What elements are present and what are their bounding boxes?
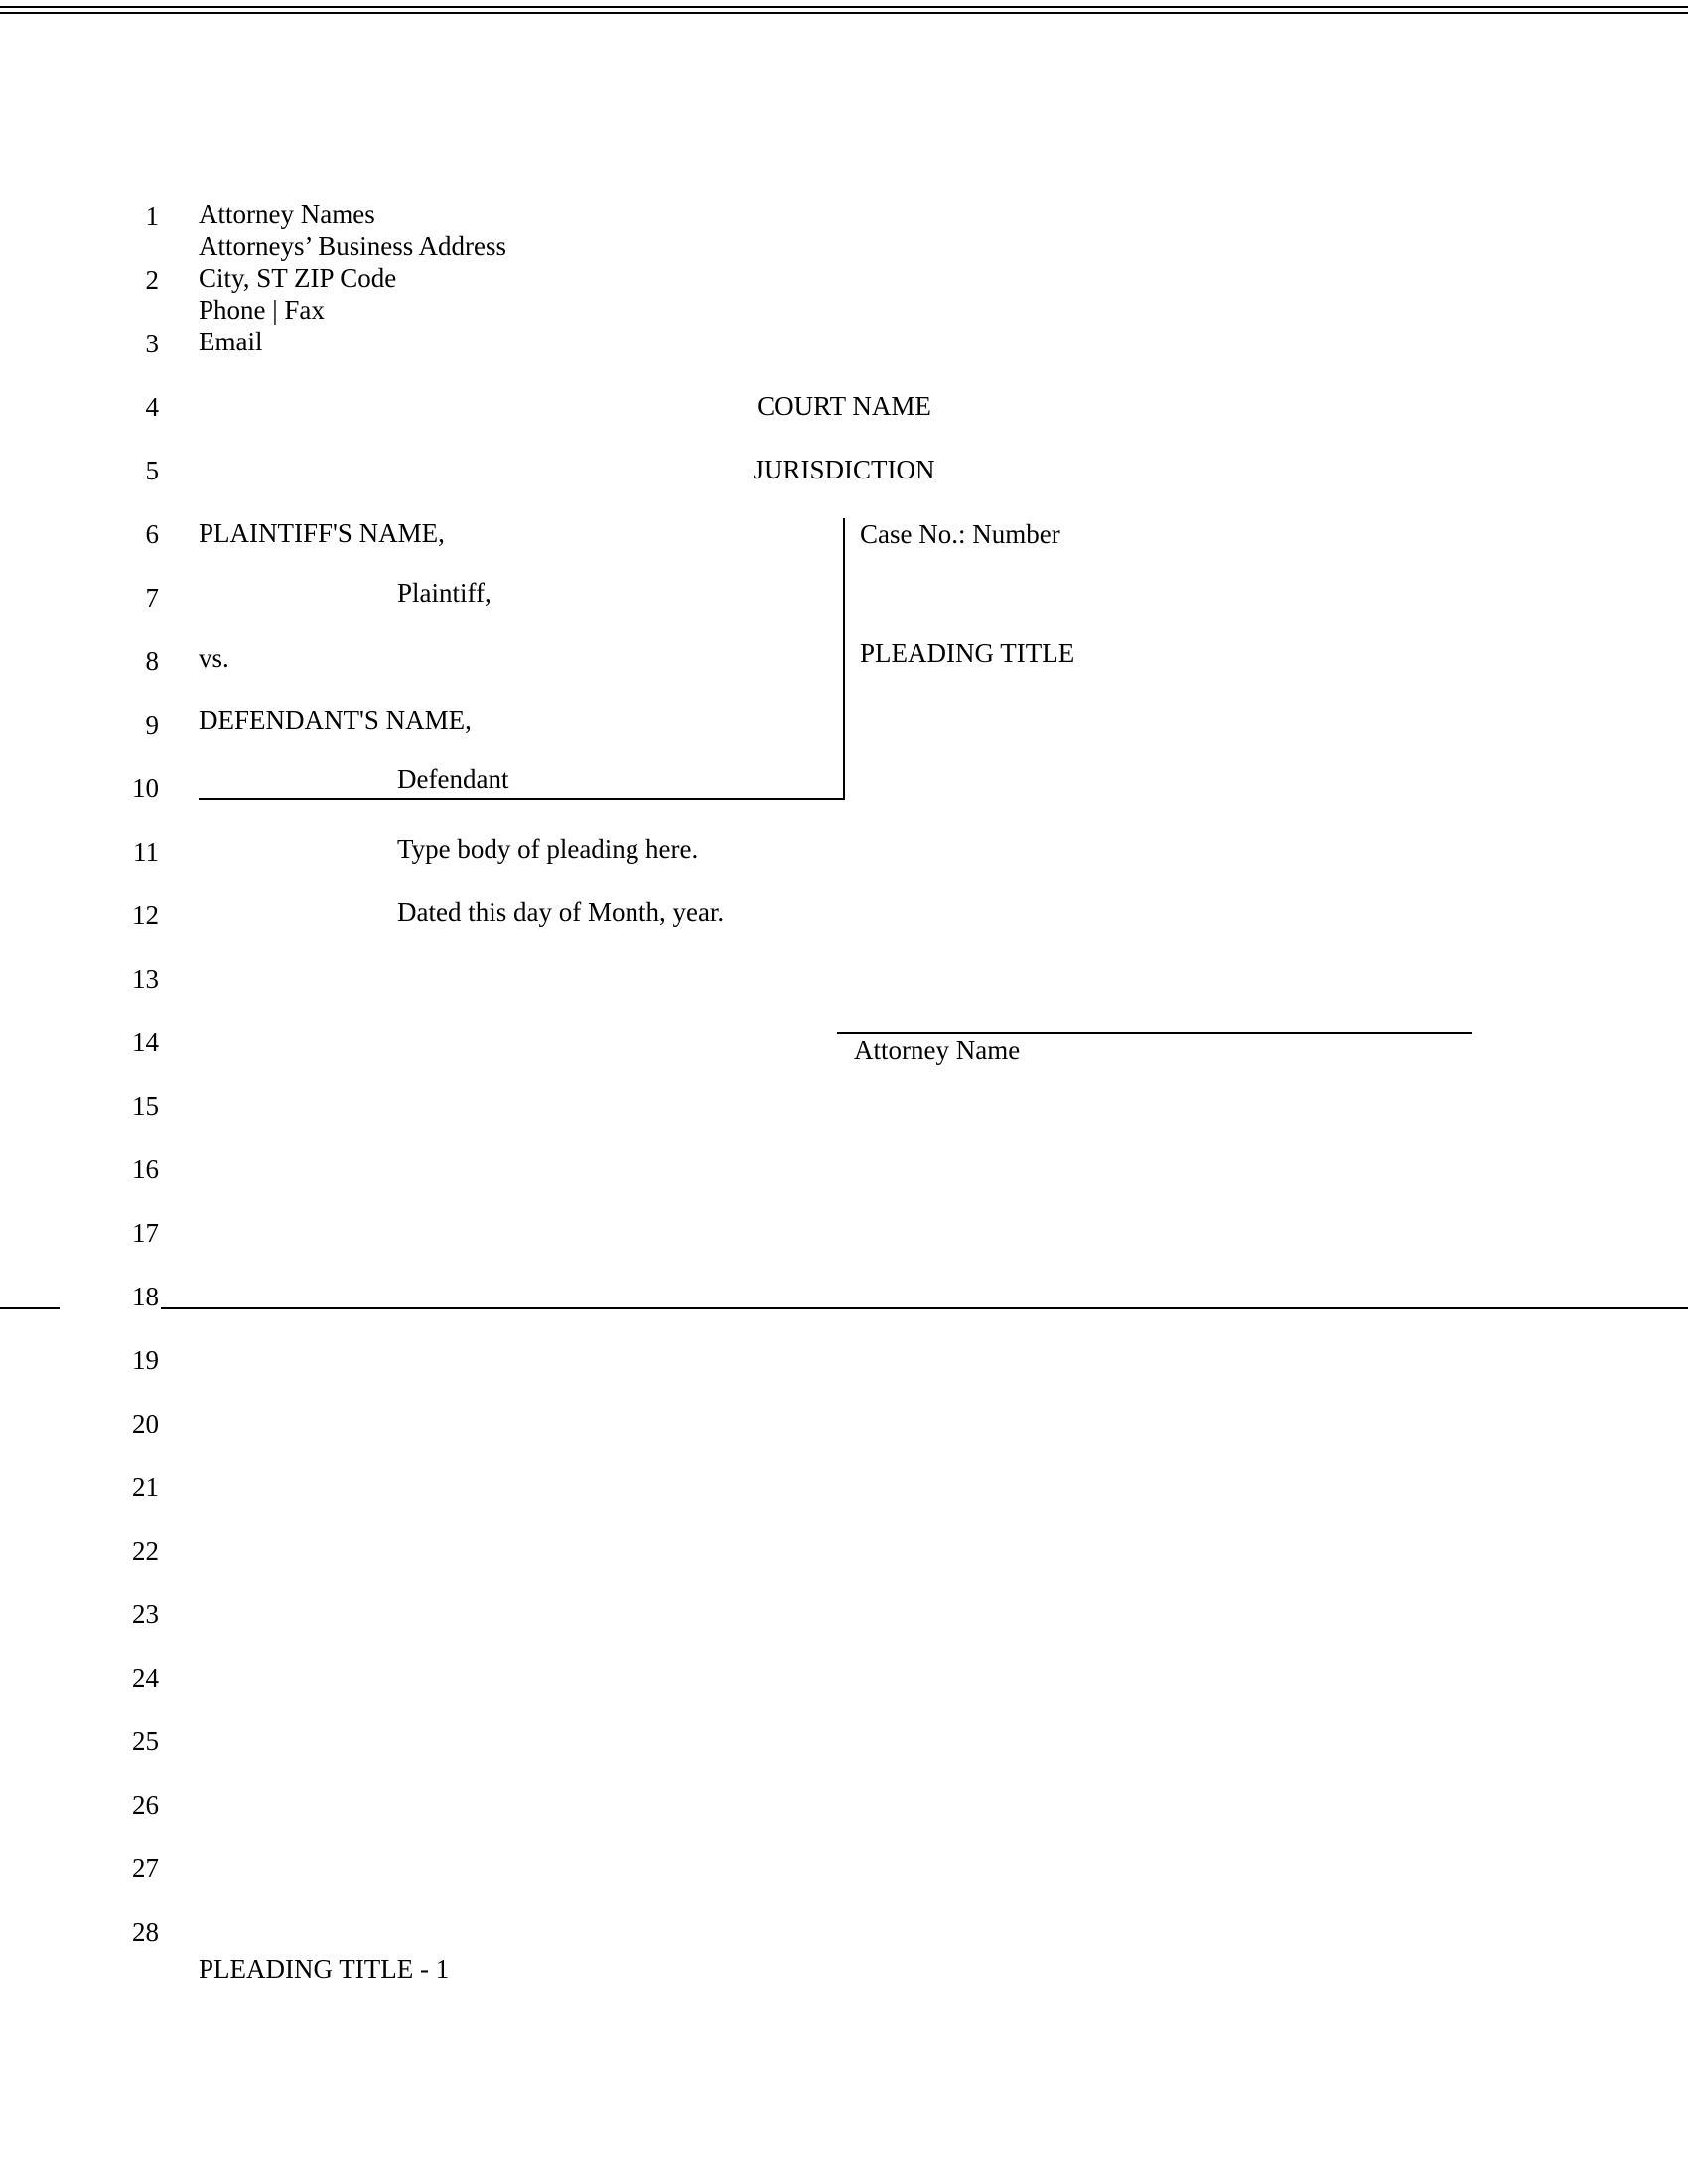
line-number-11: 11: [133, 837, 159, 867]
line-number-20: 20: [132, 1409, 159, 1438]
line-number-3: 3: [145, 329, 159, 358]
line-number-26: 26: [132, 1790, 159, 1820]
line-number-24: 24: [132, 1663, 159, 1693]
line-number-27: 27: [132, 1853, 159, 1883]
line-number-22: 22: [132, 1536, 159, 1566]
pleading-body: Type body of pleading here.: [397, 834, 699, 864]
line-number-23: 23: [132, 1599, 159, 1629]
footer-title: PLEADING TITLE - 1: [199, 1954, 450, 1983]
versus: vs.: [199, 643, 229, 673]
line-number-15: 15: [132, 1091, 159, 1121]
line-number-16: 16: [132, 1155, 159, 1184]
line-number-13: 13: [132, 964, 159, 994]
attorney-email: Email: [199, 327, 263, 356]
defendant-role: Defendant: [397, 764, 509, 794]
dated-line: Dated this day of Month, year.: [397, 897, 725, 927]
caption-vertical-rule: [843, 518, 845, 800]
line-number-4: 4: [145, 392, 159, 422]
plaintiff-role: Plaintiff,: [397, 578, 492, 608]
line-number-5: 5: [145, 456, 159, 485]
line-number-14: 14: [132, 1027, 159, 1057]
line-number-6: 6: [145, 519, 159, 549]
line-number-2: 2: [145, 265, 159, 295]
case-number: Case No.: Number: [860, 519, 1060, 549]
line-number-1: 1: [145, 202, 159, 231]
attorney-names: Attorney Names: [199, 200, 375, 229]
line-number-12: 12: [132, 900, 159, 930]
line-number-28: 28: [132, 1917, 159, 1947]
attorney-name-signature: Attorney Name: [854, 1035, 1021, 1065]
line-number-18: 18: [132, 1282, 159, 1311]
court-jurisdiction: JURISDICTION: [753, 455, 935, 484]
line-number-7: 7: [145, 583, 159, 613]
page-break-rule-right: [161, 1307, 1688, 1309]
attorney-phone-fax: Phone | Fax: [199, 295, 325, 325]
top-rule-2: [0, 12, 1688, 14]
line-number-9: 9: [145, 710, 159, 740]
line-number-8: 8: [145, 646, 159, 676]
plaintiff-name: PLAINTIFF'S NAME,: [199, 518, 445, 548]
line-number-17: 17: [132, 1218, 159, 1248]
signature-rule: [837, 1032, 1472, 1034]
line-number-21: 21: [132, 1472, 159, 1502]
attorney-address: Attorneys’ Business Address: [199, 231, 506, 261]
caption-bottom-rule: [199, 798, 845, 800]
pleading-title: PLEADING TITLE: [860, 638, 1075, 668]
defendant-name: DEFENDANT'S NAME,: [199, 705, 472, 735]
line-number-10: 10: [132, 773, 159, 803]
page-break-rule-left: [0, 1307, 60, 1309]
top-rule-1: [0, 6, 1688, 8]
attorney-city: City, ST ZIP Code: [199, 263, 397, 293]
line-number-19: 19: [132, 1345, 159, 1375]
court-name: COURT NAME: [757, 391, 931, 421]
line-number-25: 25: [132, 1726, 159, 1756]
